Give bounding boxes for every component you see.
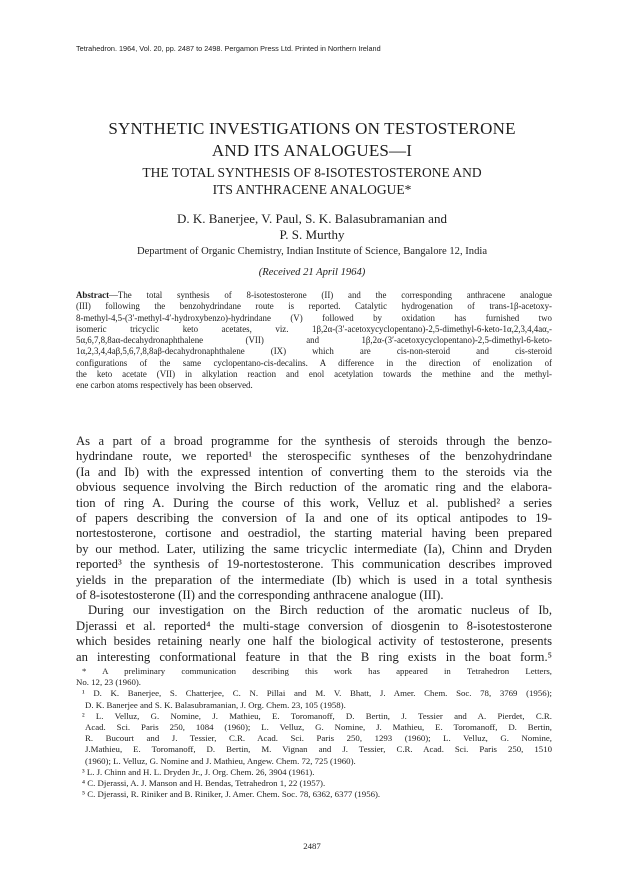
affiliation: Department of Organic Chemistry, Indian Institute of Science, Bangalore 12, India: [136, 246, 488, 257]
footnote-line: ¹ D. K. Banerjee, S. Chatterjee, C. N. Pillai and M. V. Bhatt, J. Amer. Chem. Soc. 78, 3769 (1956);: [82, 688, 552, 699]
abstract-line: 1α,2,3,4,4aβ,5,6,7,8,8aβ-decahydronaphthalene (IX) which are cis-non-steroid and cis-steroid: [76, 346, 552, 357]
author-list: [60, 211, 564, 243]
body-line: During our investigation on the Birch reduction of the aromatic nucleus of Ib,: [88, 603, 552, 618]
footnote-line: (1960); L. Velluz, G. Nomine and J. Mathieu, Angew. Chem. 72, 725 (1960).: [85, 755, 356, 766]
abstract-line: configurations of the same cyclopentano-cis-decalins. A difference in the direction of enolization of: [76, 357, 552, 368]
body-line: of 8-isotestosterone (II) and the corresponding anthracene analogue (III).: [76, 588, 444, 603]
abstract-text: —The total synthesis of 8-isotestosterone (II) and the corresponding anthracene analogue: [109, 290, 552, 300]
body-text: [76, 434, 552, 665]
footnote-line: ² L. Velluz, G. Nomine, J. Mathieu, E. Toromanoff, D. Bertin, J. Tessier and A. Pierdet, C.R.: [82, 710, 552, 721]
footnote-line: ⁴ C. Djerassi, A. J. Manson and H. Bendas, Tetrahedron 1, 22 (1957).: [82, 778, 326, 789]
abstract-line: the keto acetate (VII) in alkylation reaction and enol acetylation towards the methine and the methyl-: [76, 369, 552, 380]
body-line: of papers describing the conversion of Ia and one of its optical antipodes to 19-: [76, 511, 552, 526]
received-date: (Received 21 April 1964): [258, 267, 366, 278]
abstract-line: [76, 290, 552, 301]
body-line: which besides retaining nearly one half the biological activity of testosterone, presents: [76, 634, 552, 649]
footnote-line: ⁵ C. Djerassi, R. Riniker and B. Riniker, J. Amer. Chem. Soc. 78, 6362, 6377 (1956).: [82, 789, 381, 800]
body-line: As a part of a broad programme for the synthesis of steroids through the benzo-: [76, 434, 552, 448]
subtitle-line-2: ITS ANTHRACENE ANALOGUE*: [212, 182, 412, 197]
body-line: (Ia and Ib) with the expressed intention of converting them to the steroids via the: [76, 464, 552, 479]
body-line: obvious sequence involving the Birch reduction of the aromatic ring and the elabora-: [76, 480, 552, 495]
body-line: reported³ the synthesis of 19-nortestosterone. This communication describes improved: [76, 557, 552, 572]
footnote-line: J.Mathieu, E. Toromanoff, D. Bertin, M. Vignan and J. Tessier, C.R. Acad. Sci. Paris 250, 1510: [85, 744, 552, 755]
abstract-line: ene carbon atoms respectively has been observed.: [76, 380, 253, 391]
journal-citation: Tetrahedron. 1964, Vol. 20, pp. 2487 to 2498. Pergamon Press Ltd. Printed in Northern Ireland: [76, 44, 381, 53]
footnote-line: R. Bucourt and J. Tessier, C.R. Acad. Sci. Paris 250, 1293 (1960); L. Velluz, G. Nomine,: [85, 733, 552, 744]
article-title: [60, 118, 564, 162]
subtitle-line-1: THE TOTAL SYNTHESIS OF 8-ISOTESTOSTERONE AND: [142, 165, 482, 180]
abstract-line: isomeric tricyclic keto acetates, viz. 1β,2α-(3′-acetoxycyclopentano)-2,5-dimethyl-6-keto-1α,2,3,4,4aα,-: [76, 323, 552, 334]
article-subtitle: [60, 164, 564, 198]
body-line: yields in the preparation of the intermediate (Ib) which is used in a total synthesis: [76, 572, 552, 587]
footnote-line: Acad. Sci. Paris 250, 1084 (1960); L. Velluz, G. Nomine, J. Mathieu, E. Toromanoff, D. Bertin,: [85, 722, 552, 733]
abstract-label: Abstract: [76, 290, 110, 300]
abstract: [76, 290, 552, 392]
footnote-line: * A preliminary communication describing this work has appeared in Tetrahedron Letters,: [82, 666, 552, 676]
body-line: hydrindane route, we reported¹ the sterospecific syntheses of the benzohydrindane: [76, 449, 552, 464]
body-line: by our method. Later, utilizing the same tricyclic intermediate (Ia), Chinn and Dryden: [76, 541, 552, 556]
footnote-line: ³ L. J. Chinn and H. L. Dryden Jr., J. Org. Chem. 26, 3904 (1961).: [82, 766, 315, 777]
body-line: tion of ring A. During the course of this work, Velluz et al. published² a series: [76, 495, 552, 510]
authors-line-2: P. S. Murthy: [279, 227, 345, 242]
page-number: 2487: [303, 841, 321, 851]
body-line: Djerassi et al. reported⁴ the multi-stage conversion of diosgenin to 8-isotestosterone: [76, 618, 552, 633]
authors-line-1: D. K. Banerjee, V. Paul, S. K. Balasubramanian and: [177, 211, 447, 226]
abstract-line: 8-methyl-4,5-(3′-methyl-4′-hydroxybenzo)-hydrindane (V) followed by oxidation has furnished two: [76, 312, 552, 323]
body-line: nortestosterone, cortisone and oestradiol, the starting material having been prepared: [76, 526, 552, 541]
footnote-line: No. 12, 23 (1960).: [76, 677, 141, 688]
body-line: an interesting conformational feature in that the B ring exists in the boat form.⁵: [76, 649, 552, 664]
title-line-1: SYNTHETIC INVESTIGATIONS ON TESTOSTERONE: [108, 119, 516, 138]
abstract-line: (III) following the benzohydrindane route is reported. Catalytic hydrogenation of trans-1β-acetoxy-: [76, 301, 552, 312]
abstract-line: 5α,6,7,8,8aα-decahydronaphthalene (VII) and 1β,2α-(3′-acetoxycyclopentano)-2,5-dimethyl-6-keto-: [76, 335, 552, 346]
footnote-line: D. K. Banerjee and S. K. Balasubramanian, J. Org. Chem. 23, 105 (1958).: [85, 699, 346, 710]
title-line-2: AND ITS ANALOGUES—I: [211, 141, 413, 160]
footnotes: [76, 666, 552, 800]
